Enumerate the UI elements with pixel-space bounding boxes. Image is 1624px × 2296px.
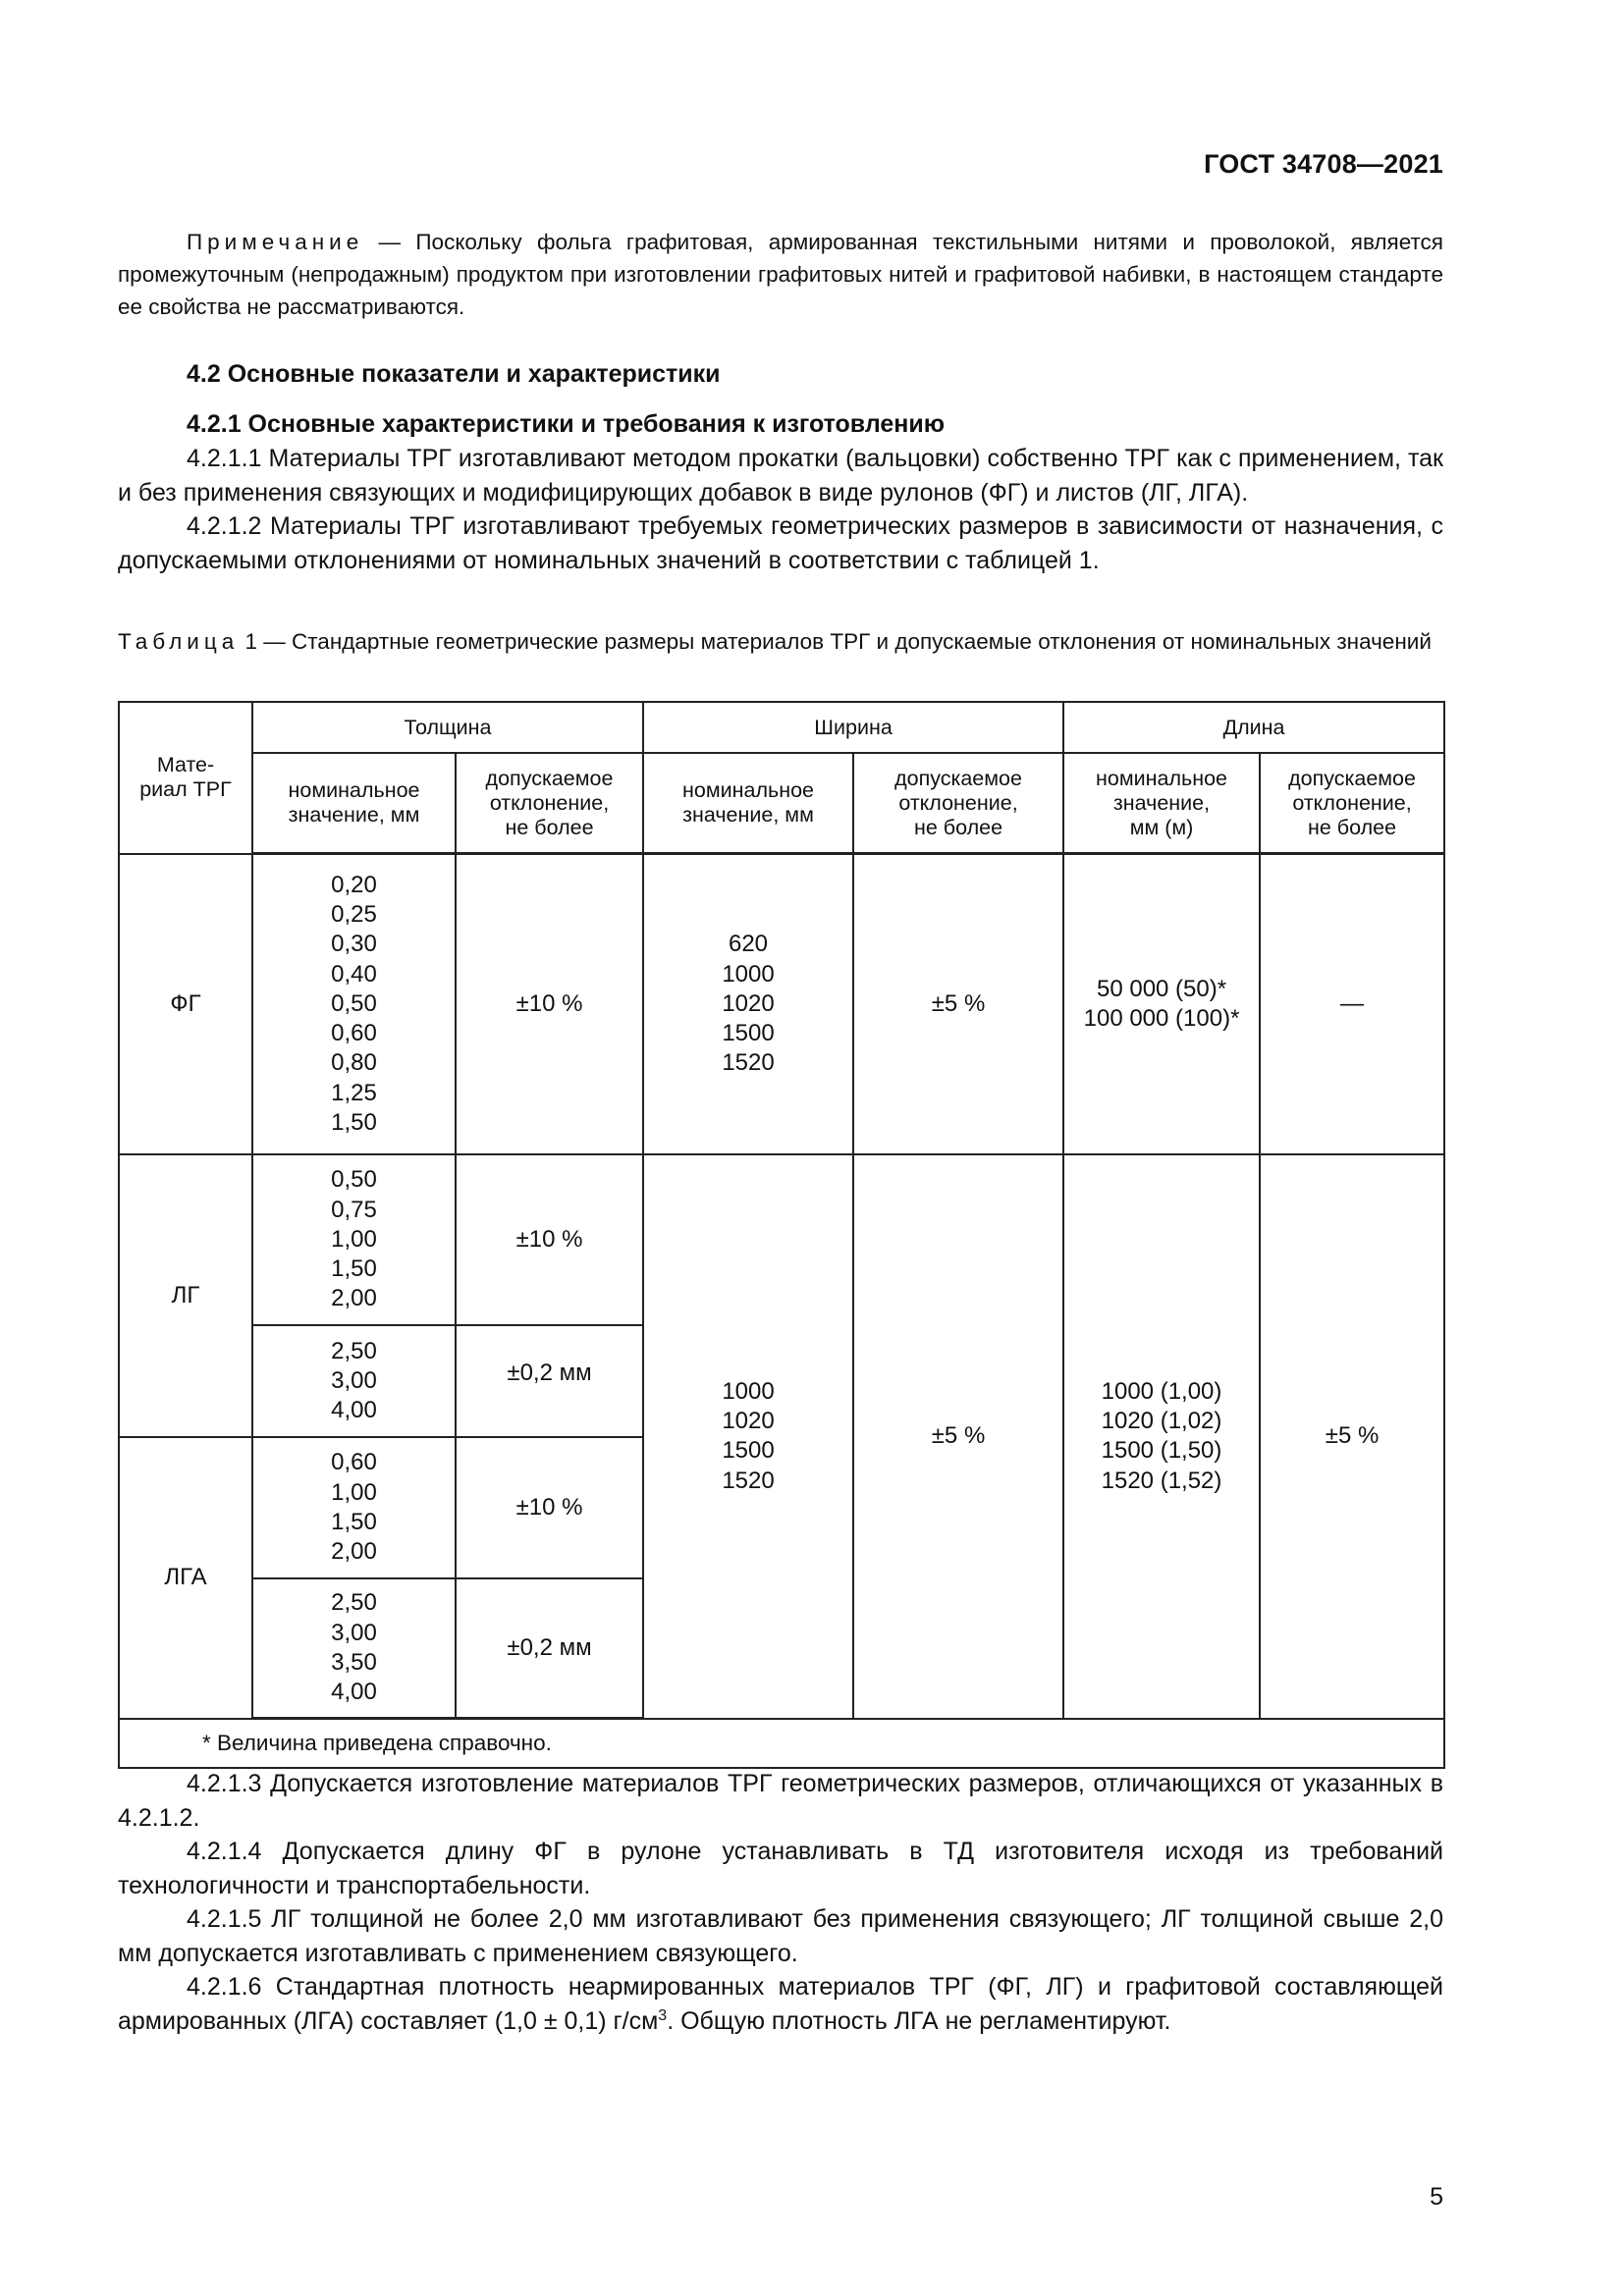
density-superscript: 3 (658, 2006, 668, 2024)
cell-lga-dev-a: ±10 % (456, 1437, 643, 1578)
cell-lga-thickness-b: 2,50 3,00 3,50 4,00 (252, 1578, 456, 1719)
cell-sheets-width-dev: ±5 % (853, 1154, 1063, 1719)
cell-lg-thickness-a: 0,50 0,75 1,00 1,50 2,00 (252, 1154, 456, 1325)
cell-sheets-width: 1000 1020 1500 1520 (643, 1154, 853, 1719)
cell-sheets-length: 1000 (1,00) 1020 (1,02) 1500 (1,50) 1520 (1,52) (1063, 1154, 1260, 1719)
table-caption (118, 626, 1443, 658)
header-length-nominal: номинальное значение, мм (м) (1063, 753, 1260, 854)
cell-material-lga: ЛГА (119, 1437, 252, 1719)
header-thickness-nominal: номинальное значение, мм (252, 753, 456, 854)
cell-material-fg: ФГ (119, 854, 252, 1155)
density-text-after: . Общую плотность ЛГА не регламентируют. (667, 2006, 1171, 2035)
paragraph-4-2-1-3: 4.2.1.3 Допускается изготовление материалов ТРГ геометрических размеров, отличающихся от указанных в 4.2.1.2. (118, 1770, 1443, 1832)
cell-fg-thickness-dev: ±10 % (456, 854, 643, 1155)
table-footnote: * Величина приведена справочно. (119, 1719, 1444, 1769)
cell-lg-thickness-b: 2,50 3,00 4,00 (252, 1325, 456, 1437)
header-length: Длина (1063, 702, 1444, 753)
table-geometric-sizes (118, 701, 1445, 1769)
paragraph-4-2-1-4: 4.2.1.4 Допускается длину ФГ в рулоне устанавливать в ТД изготовителя исходя из требований технологичности и транспортабельности. (118, 1838, 1443, 1899)
paragraphs-top (118, 442, 1443, 577)
cell-fg-width-dev: ±5 % (853, 854, 1063, 1155)
document-page (118, 0, 1443, 2296)
cell-sheets-length-dev: ±5 % (1260, 1154, 1444, 1719)
cell-fg-thickness: 0,20 0,25 0,30 0,40 0,50 0,60 0,80 1,25 1,50 (252, 854, 456, 1155)
table-row-fg (119, 854, 1444, 1155)
note-text: — Поскольку фольга графитовая, армированная текстильными нитями и проволокой, является промежуточным (непродажным) продуктом при изготовлении графитовых нитей и графитовой набивки, в настоящем стандарте ее свойства не рассматриваются. (118, 230, 1443, 319)
paragraph-4-2-1-2: 4.2.1.2 Материалы ТРГ изготавливают требуемых геометрических размеров в зависимости от назначения, с допускаемыми отклонениями от номинальных значений в соответствии с таблицей 1. (118, 512, 1443, 574)
header-material: Мате- риал ТРГ (119, 702, 252, 854)
table-footnote-row (119, 1719, 1444, 1769)
note-label: Примечание (187, 230, 364, 254)
cell-fg-length: 50 000 (50)* 100 000 (100)* (1063, 854, 1260, 1155)
table-caption-text: 1 — Стандартные геометрические размеры материалов ТРГ и допускаемые отклонения от номинальных значений (239, 629, 1432, 654)
cell-lga-dev-b: ±0,2 мм (456, 1578, 643, 1719)
header-width: Ширина (643, 702, 1063, 753)
cell-material-lg: ЛГ (119, 1154, 252, 1437)
table-row-lg-a (119, 1154, 1444, 1325)
header-thickness: Толщина (252, 702, 643, 753)
density-text-before: 4.2.1.6 Стандартная плотность неармированных материалов ТРГ (ФГ, ЛГ) и графитовой составляющей армированных (ЛГА) составляет (1,0 ± 0,1) г/см (118, 1973, 1443, 2035)
section-heading-4-2-1: 4.2.1 Основные характеристики и требования к изготовлению (187, 410, 946, 438)
paragraph-4-2-1-1: 4.2.1.1 Материалы ТРГ изготавливают методом прокатки (вальцовки) собственно ТРГ как с применением, так и без применения связующих и модифицирующих добавок в виде рулонов (ФГ) и листов (ЛГ, ЛГА). (118, 445, 1443, 507)
standard-code: ГОСТ 34708—2021 (1204, 149, 1443, 179)
cell-lg-dev-b: ±0,2 мм (456, 1325, 643, 1437)
section-heading-4-2: 4.2 Основные показатели и характеристики (187, 360, 721, 388)
header-thickness-deviation: допускаемое отклонение, не более (456, 753, 643, 854)
cell-fg-length-dev: — (1260, 854, 1444, 1155)
paragraphs-bottom (118, 1767, 1443, 2038)
header-length-deviation: допускаемое отклонение, не более (1260, 753, 1444, 854)
header-width-nominal: номинальное значение, мм (643, 753, 853, 854)
header-width-deviation: допускаемое отклонение, не более (853, 753, 1063, 854)
paragraph-4-2-1-5: 4.2.1.5 ЛГ толщиной не более 2,0 мм изготавливают без применения связующего; ЛГ толщиной свыше 2,0 мм допускается изготавливать с применением связующего. (118, 1905, 1443, 1967)
cell-lga-thickness-a: 0,60 1,00 1,50 2,00 (252, 1437, 456, 1578)
table-caption-label: Таблица (118, 629, 240, 654)
cell-fg-width: 620 1000 1020 1500 1520 (643, 854, 853, 1155)
paragraph-4-2-1-6 (118, 1970, 1443, 2038)
page-number: 5 (1430, 2183, 1443, 2211)
note (118, 226, 1443, 323)
cell-lg-dev-a: ±10 % (456, 1154, 643, 1325)
